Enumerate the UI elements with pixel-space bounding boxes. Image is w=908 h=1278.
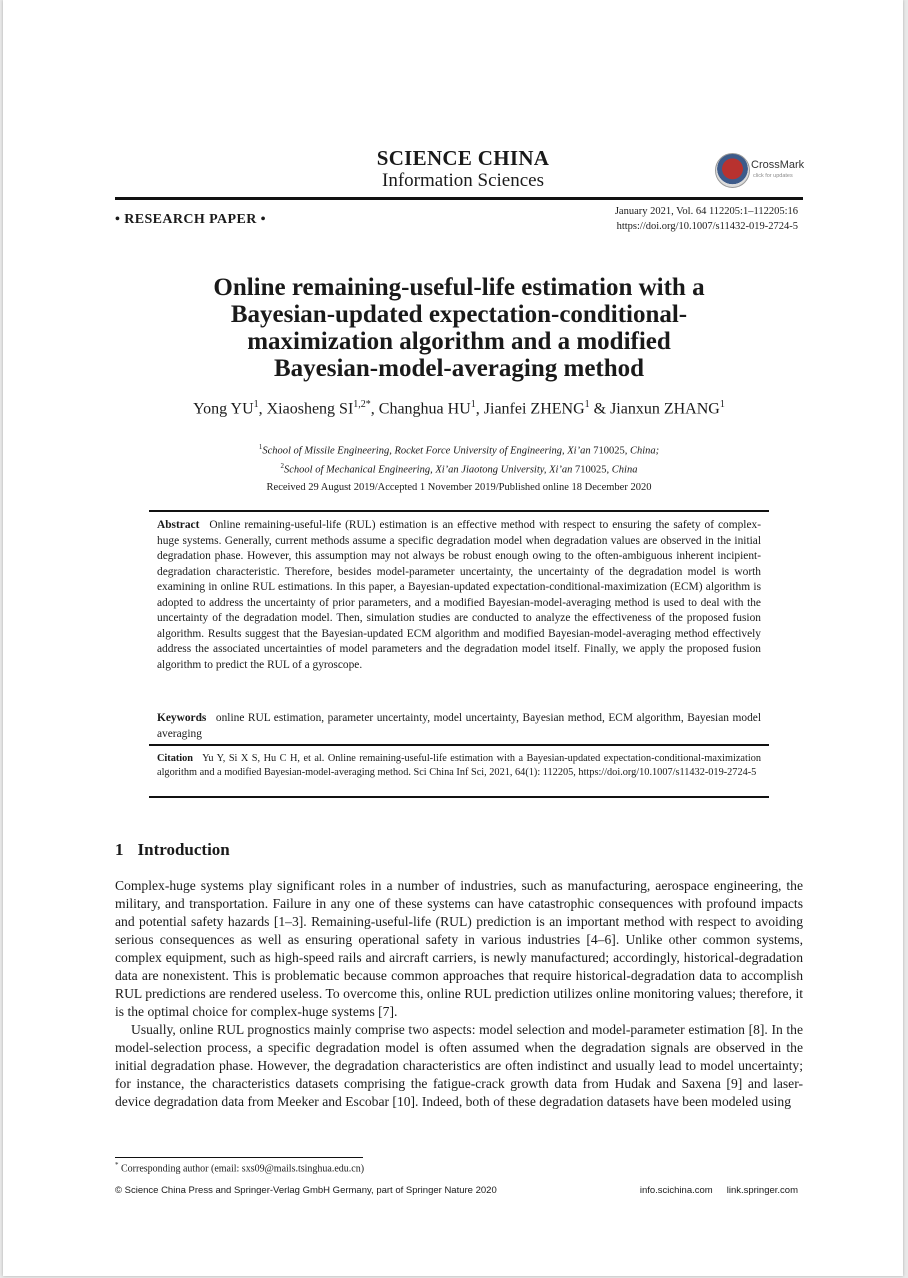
- author-affil-marker: 1: [584, 399, 590, 410]
- author-affil-marker: 1: [470, 399, 476, 410]
- affiliation-name: School of Mechanical Engineering, Xi’an Jiaotong University, Xi’an: [284, 464, 573, 475]
- postal-code: 710025: [575, 464, 607, 475]
- affiliation-item: [115, 459, 803, 478]
- author-name: Jianfei ZHENG: [483, 400, 585, 418]
- section-heading: [115, 840, 230, 860]
- crossmark-icon: [715, 153, 750, 188]
- issue-line: January 2021, Vol. 64 112205:1–112205:16: [614, 206, 798, 217]
- citation-top-rule: [149, 744, 769, 746]
- title-line: maximization algorithm and a modified: [247, 328, 671, 355]
- citation: [157, 752, 761, 780]
- affiliation-marker: 2: [280, 461, 285, 470]
- author-name: Yong YU: [193, 400, 254, 418]
- affiliations: [115, 440, 803, 477]
- abstract-text: Online remaining-useful-life (RUL) estimation is an effective method with respect to ensuring the safety of complex-huge systems. Generally, current methods assume a specific degradation model when degradation values are observed in the initial degradation phase. However, this assumption may not always be robust enough owing to the often-ambiguous inherent incipient-degradation characteristic. Therefore, besides model-parameter uncertainty, the uncertainty of the degradation model is worth examining in online RUL estimations. In this paper, a Bayesian-updated expectation-conditional-maximization (ECM) algorithm is adopted to address the uncertainty of prior parameters, and a modified Bayesian-model-averaging method is used to deal with the uncertainty of the degradation model. Then, simulation studies are conducted to analyze the effectiveness of the proposed fusion algorithm. Results suggest that the Bayesian-updated ECM algorithm and modified Bayesian-model-averaging method effectively address the associated uncertainties of model parameters and the degradation model itself. Finally, we apply the proposed fusion algorithm to predict the RUL of a gyroscope.: [157, 519, 761, 671]
- body-text: [115, 877, 803, 1111]
- author-separator: ,: [370, 400, 379, 418]
- keywords: [157, 711, 761, 742]
- paper-title: [115, 274, 803, 382]
- citation-bottom-rule: [149, 796, 769, 798]
- affiliation-item: [115, 440, 803, 459]
- citation-text: Yu Y, Si X S, Hu C H, et al. Online remaining-useful-life estimation with a Bayesian-updated expectation-conditional-maximization algorithm and a modified Bayesian-model-averaging method. Sci China Inf Sci, 2021, 64(1): 112205,: [157, 753, 761, 778]
- citation-doi-link[interactable]: https://doi.org/10.1007/s11432-019-2724-5: [578, 767, 757, 778]
- paper-page: [3, 0, 903, 1276]
- title-line: Bayesian-updated expectation-conditional-: [230, 301, 688, 328]
- footer-link-springer[interactable]: link.springer.com: [726, 1185, 798, 1196]
- author-affil-marker: 1: [253, 399, 259, 410]
- author-name: Jianxun ZHANG: [610, 400, 720, 418]
- section-title: Introduction: [137, 840, 230, 859]
- footer-links: [640, 1185, 798, 1196]
- abstract-top-rule: [149, 510, 769, 512]
- author-affil-marker: 1: [719, 399, 725, 410]
- author-affil-marker: 1,2*: [353, 399, 371, 410]
- footnote-text: Corresponding author (email: sxs09@mails.tsinghua.edu.cn): [121, 1163, 365, 1175]
- footnote: [115, 1161, 364, 1174]
- paper-type: • RESEARCH PAPER •: [115, 212, 266, 227]
- crossmark-label: CrossMark: [751, 159, 805, 171]
- journal-title: SCIENCE CHINA: [376, 146, 550, 170]
- crossmark-sublabel: click for updates: [753, 173, 793, 179]
- postal-code: 710025: [593, 445, 625, 457]
- affiliation-marker: 1: [258, 443, 263, 451]
- author-separator: ,: [475, 400, 484, 418]
- author-name: Xiaosheng SI: [266, 400, 354, 418]
- received-dates: Received 29 August 2019/Accepted 1 November 2019/Published online 18 December 2020: [266, 482, 652, 493]
- crossmark-badge[interactable]: [715, 153, 811, 189]
- author-list: [115, 399, 803, 418]
- issue-info: [615, 204, 798, 234]
- paragraph: Usually, online RUL prognostics mainly comprise two aspects: model selection and model-parameter estimation [8]. In the model-selection process, a specific degradation model is often assumed when the degradation signals are observed in the initial degradation phase. However, the degradation characteristics are often indistinct and usually lead to model uncertainty; for instance, the characteristics datasets comprising the fatigue-crack growth data from Hudak and Saxena [9] and laser-device degradation data from Meeker and Escobar [10]. Indeed, both of these degradation datasets have been modeled using: [115, 1022, 803, 1109]
- title-line: Bayesian-model-averaging method: [273, 355, 645, 382]
- copyright: © Science China Press and Springer-Verlag GmbH Germany, part of Springer Nature 2020: [115, 1185, 497, 1196]
- affiliation-country: , China: [606, 464, 638, 475]
- footer-link-scichina[interactable]: info.scichina.com: [639, 1185, 713, 1196]
- author-separator: &: [589, 400, 611, 418]
- journal-subtitle: Information Sciences: [382, 170, 544, 191]
- affiliation-name: School of Missile Engineering, Rocket Force University of Engineering, Xi’an: [262, 445, 591, 457]
- affiliation-country: , China;: [624, 445, 660, 457]
- title-line: Online remaining-useful-life estimation with a: [213, 274, 705, 301]
- footnote-marker: *: [115, 1161, 119, 1169]
- citation-label: Citation: [157, 753, 194, 764]
- header-rule: [115, 197, 803, 200]
- abstract: [157, 518, 761, 673]
- abstract-label: Abstract: [157, 519, 200, 531]
- issue-doi-link[interactable]: https://doi.org/10.1007/s11432-019-2724-5: [616, 221, 798, 232]
- author-separator: ,: [258, 400, 267, 418]
- footnote-rule: [115, 1157, 363, 1158]
- section-number: 1: [115, 840, 124, 859]
- keywords-text: online RUL estimation, parameter uncertainty, model uncertainty, Bayesian method, ECM algorithm, Bayesian model averaging: [157, 712, 761, 740]
- author-name: Changhua HU: [378, 400, 471, 418]
- paragraph: Complex-huge systems play significant roles in a number of industries, such as manufacturing, aerospace engineering, the military, and transportation. Failure in any one of these systems can have catastrophic consequences with profound impacts and potential safety hazards [1–3]. Remaining-useful-life (RUL) prediction is an important method with respect to avoiding serious consequences as well as ensuring operational safety in various industries [4–6]. Unlike other common systems, complex equipment, such as high-speed rails and aircraft carriers, is newly manufactured; accordingly, historical-degradation data are nonexistent. This is problematic because common approaches that require historical-degradation data to accomplish RUL predictions are rendered useless. To overcome this, online RUL prediction utilizes online monitoring values; therefore, it is the optimal choice for complex-huge systems [7].: [115, 878, 803, 1019]
- keywords-label: Keywords: [157, 712, 207, 724]
